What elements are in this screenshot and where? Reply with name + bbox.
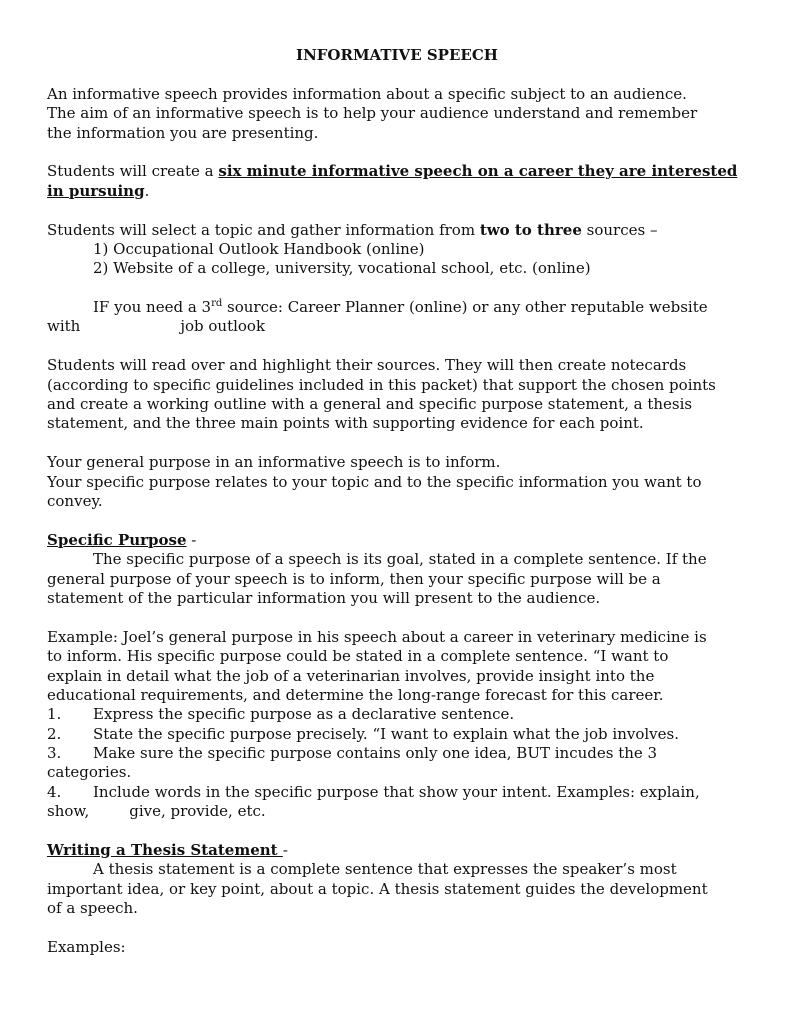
spacer [47, 511, 747, 530]
process-line: Students will read over and highlight their sources. They will then create notecards [47, 356, 687, 375]
specific-purpose-heading: Specific Purpose [47, 530, 187, 549]
example-line: to inform. His specific purpose could be stated in a complete sentence. “I want to [47, 647, 669, 666]
spacer [47, 919, 747, 938]
example-line: educational requirements, and determine the long-range forecast for this career. [47, 685, 664, 704]
specific-purpose-line: The specific purpose of a speech is its goal, stated in a complete sentence. If the [93, 550, 707, 569]
tip-text: Include words in the specific purpose that show your intent. Examples: explain, [93, 782, 700, 801]
third-source-outlook: job outlook [180, 317, 266, 336]
tip-text: give, provide, etc. [129, 802, 266, 821]
third-source-sup: rd [211, 298, 223, 310]
spacer [47, 65, 747, 84]
tip-number: 3. [47, 744, 62, 763]
tip-text: show, [47, 802, 90, 821]
assignment-emphasis: in pursuing [47, 181, 145, 200]
spacer [47, 337, 747, 356]
tip-item [47, 744, 747, 763]
thesis-heading: Writing a Thesis Statement [47, 841, 283, 860]
example-line: explain in detail what the job of a veterinarian involves, provide insight into the [47, 666, 655, 685]
sources-line [47, 221, 747, 240]
thesis-line: of a speech. [47, 899, 138, 918]
source-item: 2) Website of a college, university, vocational school, etc. (online) [93, 259, 591, 278]
specific-purpose-heading-line [47, 531, 747, 550]
third-source-with: with [47, 317, 81, 336]
process-line: statement, and the three main points with supporting evidence for each point. [47, 414, 644, 433]
tip-text: Make sure the specific purpose contains only one idea, BUT incudes the 3 [93, 744, 658, 763]
tip-number: 1. [47, 705, 62, 724]
page-title: INFORMATIVE SPEECH [296, 46, 498, 64]
assignment-line [47, 162, 747, 181]
document-page [47, 46, 747, 957]
tip-number: 4. [47, 782, 62, 801]
specific-purpose-line: general purpose of your speech is to inform, then your specific purpose will be a [47, 569, 661, 588]
heading-dash: - [186, 530, 197, 549]
intro-line: The aim of an informative speech is to help your audience understand and remember [47, 104, 698, 123]
third-source-line [47, 298, 747, 317]
tip-text: State the specific purpose precisely. “I want to explain what the job involves. [93, 724, 679, 743]
sources-tail: sources – [581, 220, 658, 239]
tip-text: Express the specific purpose as a declarative sentence. [93, 705, 515, 724]
third-source-text: IF you need a 3 [93, 298, 212, 317]
process-line: (according to specific guidelines included in this packet) that support the chosen points [47, 375, 716, 394]
thesis-heading-line [47, 841, 747, 860]
tip-number: 2. [47, 724, 62, 743]
intro-line: the information you are presenting. [47, 123, 319, 142]
intro-line: An informative speech provides information about a specific subject to an audience. [47, 84, 687, 103]
assignment-end: . [144, 181, 150, 200]
spacer [47, 608, 747, 627]
source-item: 1) Occupational Outlook Handbook (online) [93, 239, 425, 258]
thesis-line: important idea, or key point, about a topic. A thesis statement guides the development [47, 879, 708, 898]
example-line: Example: Joel’s general purpose in his speech about a career in veterinary medicine is [47, 627, 707, 646]
sources-emphasis: two to three [479, 220, 582, 239]
tip-item [47, 725, 747, 744]
purpose-line: convey. [47, 491, 103, 510]
tip-item-continued [47, 802, 747, 821]
spacer [47, 279, 747, 298]
assignment-line [47, 182, 747, 201]
purpose-line: Your general purpose in an informative speech is to inform. [47, 453, 501, 472]
thesis-line: A thesis statement is a complete sentence that expresses the speaker’s most [93, 860, 677, 879]
heading-dash: - [282, 841, 288, 860]
assignment-lead: Students will create a [47, 162, 219, 181]
specific-purpose-line: statement of the particular information you will present to the audience. [47, 588, 601, 607]
tip-item [47, 705, 747, 724]
assignment-emphasis: six minute informative speech on a career they are interested [218, 162, 738, 181]
third-source-text: source: Career Planner (online) or any other reputable website [222, 298, 708, 317]
purpose-line: Your specific purpose relates to your topic and to the specific information you want to [47, 472, 702, 491]
spacer [47, 822, 747, 841]
process-line: and create a working outline with a general and specific purpose statement, a thesis [47, 395, 693, 414]
third-source-line [47, 317, 747, 336]
sources-lead: Students will select a topic and gather information from [47, 220, 480, 239]
examples-label: Examples: [47, 937, 126, 956]
tip-item-continued: categories. [47, 763, 132, 782]
spacer [47, 434, 747, 453]
tip-item [47, 783, 747, 802]
spacer [47, 201, 747, 220]
spacer [47, 143, 747, 162]
